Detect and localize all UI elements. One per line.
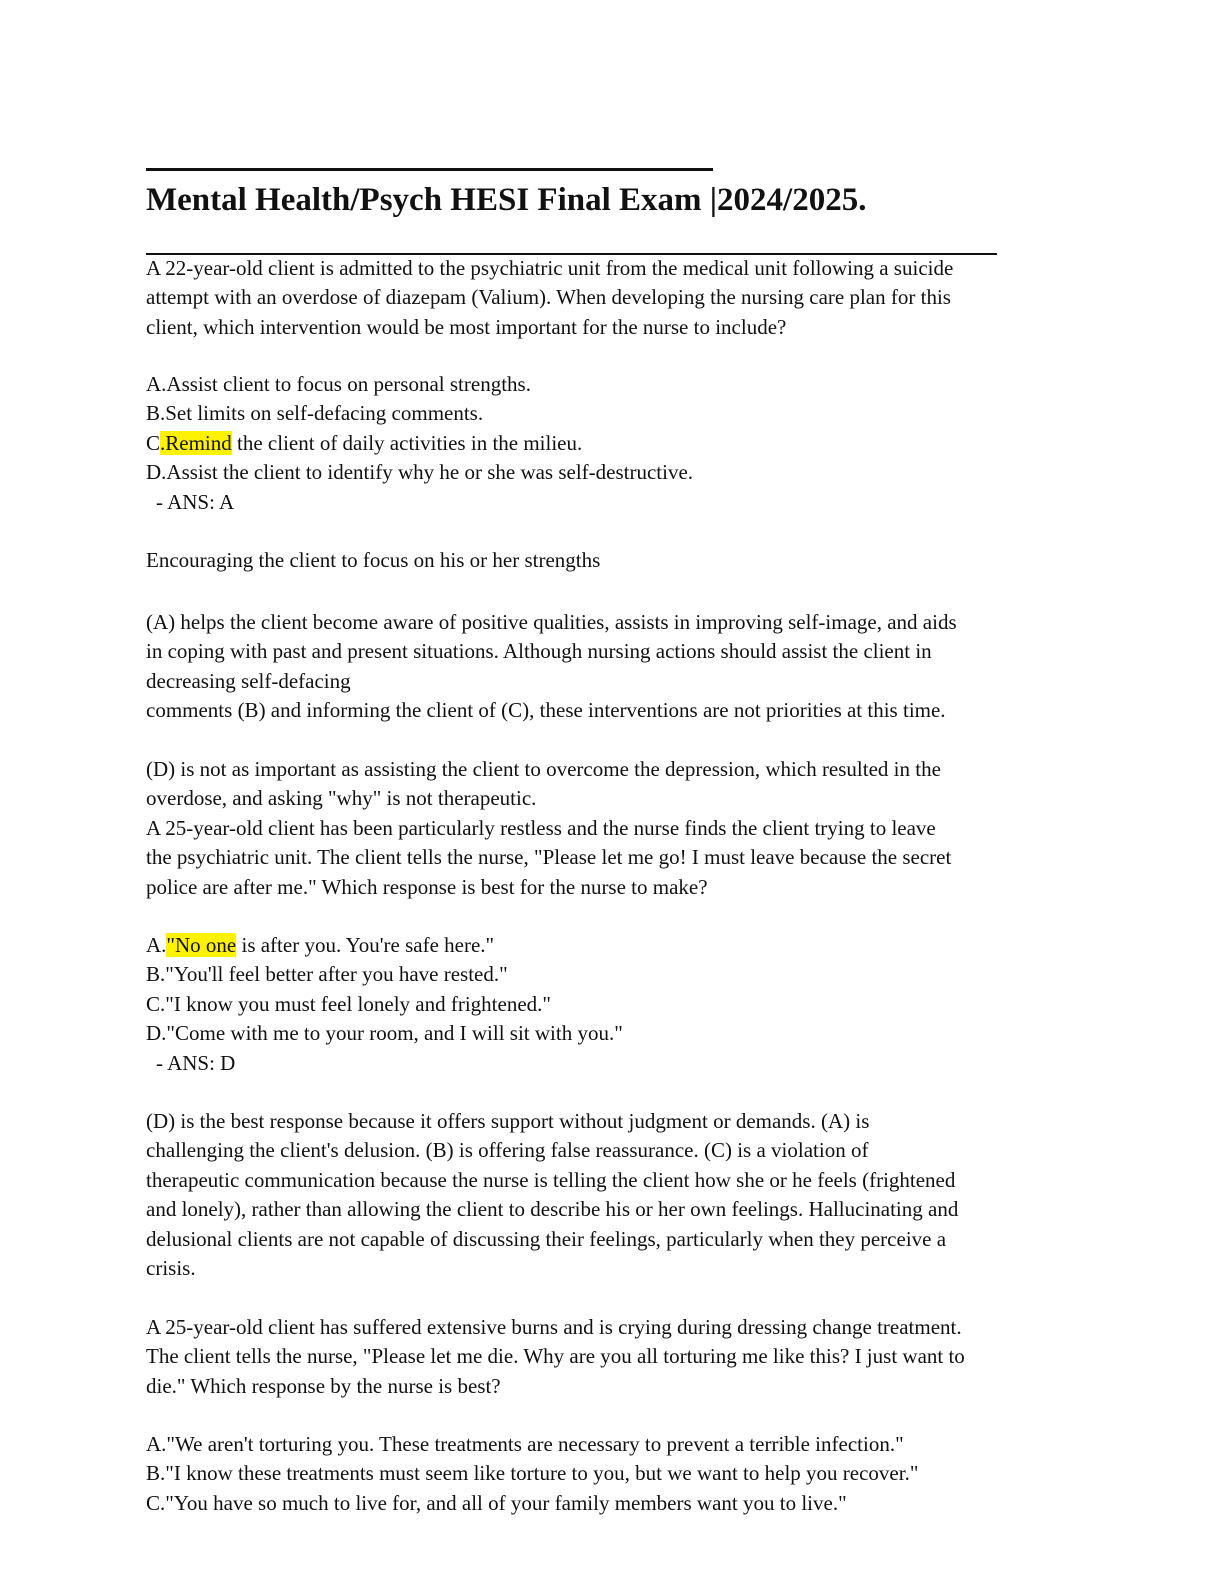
q2-rationale (146, 1107, 1076, 1283)
q1-option-d: D.Assist the client to identify why he or she was self-destructive. (146, 460, 694, 485)
q1-stem-line: client, which intervention would be most important for the nurse to include? (146, 314, 787, 339)
q3-stem-line: die." Which response by the nurse is best? (146, 1373, 501, 1398)
q2-options (146, 931, 1076, 1078)
highlighted-text: .Remind (160, 430, 232, 455)
q1-rationale-intro (146, 546, 1076, 575)
q2-rationale-line: therapeutic communication because the nurse is telling the client how she or he feels (frightened (146, 1167, 956, 1192)
q2-option-d: D."Come with me to your room, and I will sit with you." (146, 1021, 623, 1046)
q3-option-b: B."I know these treatments must seem like torture to you, but we want to help you recover." (146, 1461, 919, 1486)
q3-stem (146, 1313, 1076, 1401)
q2-option-a-rest: is after you. You're safe here." (236, 933, 495, 957)
q3-option-a: A."We aren't torturing you. These treatments are necessary to prevent a terrible infection." (146, 1432, 904, 1456)
q1-option-c (146, 429, 1076, 458)
q2-rationale-line: challenging the client's delusion. (B) is offering false reassurance. (C) is a violation of (146, 1138, 869, 1163)
q1-option-c-rest: the client of daily activities in the milieu. (231, 430, 583, 455)
q1-option-b: B.Set limits on self-defacing comments. (146, 401, 484, 426)
q3-options (146, 1430, 1076, 1518)
q2-rationale-line: and lonely), rather than allowing the client to describe his or her own feelings. Hallucinating and (146, 1197, 959, 1222)
q2-stem (146, 814, 1076, 902)
q2-option-b: B."You'll feel better after you have rested." (146, 962, 508, 987)
q2-option-a (146, 931, 1076, 960)
q1-rationale-line: comments (B) and informing the client of (C), these interventions are not priorities at this time. (146, 698, 946, 723)
q2-stem-line: the psychiatric unit. The client tells the nurse, "Please let me go! I must leave because the secret (146, 845, 952, 870)
q1-options (146, 370, 1076, 517)
q1-rationale-line: in coping with past and present situations. Although nursing actions should assist the client in (146, 639, 932, 664)
q3-stem-line: The client tells the nurse, "Please let me die. Why are you all torturing me like this? I just want to (146, 1344, 965, 1369)
q1-stem (146, 254, 1076, 342)
title-top-rule (146, 168, 713, 171)
q1-rationale-line: (D) is not as important as assisting the client to overcome the depression, which resulted in the (146, 757, 941, 781)
q1-rationale-d (146, 755, 1076, 814)
q3-stem-line: A 25-year-old client has suffered extensive burns and is crying during dressing change treatment. (146, 1315, 962, 1339)
q1-rationale-intro-line: Encouraging the client to focus on his or her strengths (146, 548, 601, 572)
q1-rationale-line: overdose, and asking "why" is not therapeutic. (146, 786, 537, 811)
q2-option-c: C."I know you must feel lonely and frightened." (146, 991, 551, 1016)
q2-rationale-line: crisis. (146, 1256, 196, 1281)
q1-answer: - ANS: A (156, 489, 235, 514)
q2-rationale-line: (D) is the best response because it offers support without judgment or demands. (A) is (146, 1109, 870, 1133)
document-title: Mental Health/Psych HESI Final Exam |2024/2025. (146, 182, 867, 218)
q2-answer: - ANS: D (156, 1050, 236, 1075)
q1-rationale-line: (A) helps the client become aware of positive qualities, assists in improving self-image, and aids (146, 610, 957, 634)
q2-stem-line: A 25-year-old client has been particularly restless and the nurse finds the client trying to leave (146, 816, 936, 840)
q1-stem-line: A 22-year-old client is admitted to the psychiatric unit from the medical unit following a suicide (146, 256, 954, 280)
q1-rationale-line: decreasing self-defacing (146, 668, 351, 693)
highlighted-text: "No one (166, 933, 237, 957)
q2-stem-line: police are after me." Which response is best for the nurse to make? (146, 874, 708, 899)
q1-stem-line: attempt with an overdose of diazepam (Valium). When developing the nursing care plan for this (146, 285, 951, 310)
q2-option-a-letter: A. (146, 933, 167, 957)
q3-option-c: C."You have so much to live for, and all of your family members want you to live." (146, 1490, 847, 1515)
q1-option-c-letter: C (146, 430, 161, 455)
q2-rationale-line: delusional clients are not capable of discussing their feelings, particularly when they perceive a (146, 1226, 947, 1251)
q1-option-a: A.Assist client to focus on personal strengths. (146, 372, 531, 396)
q1-rationale-a (146, 608, 1076, 726)
